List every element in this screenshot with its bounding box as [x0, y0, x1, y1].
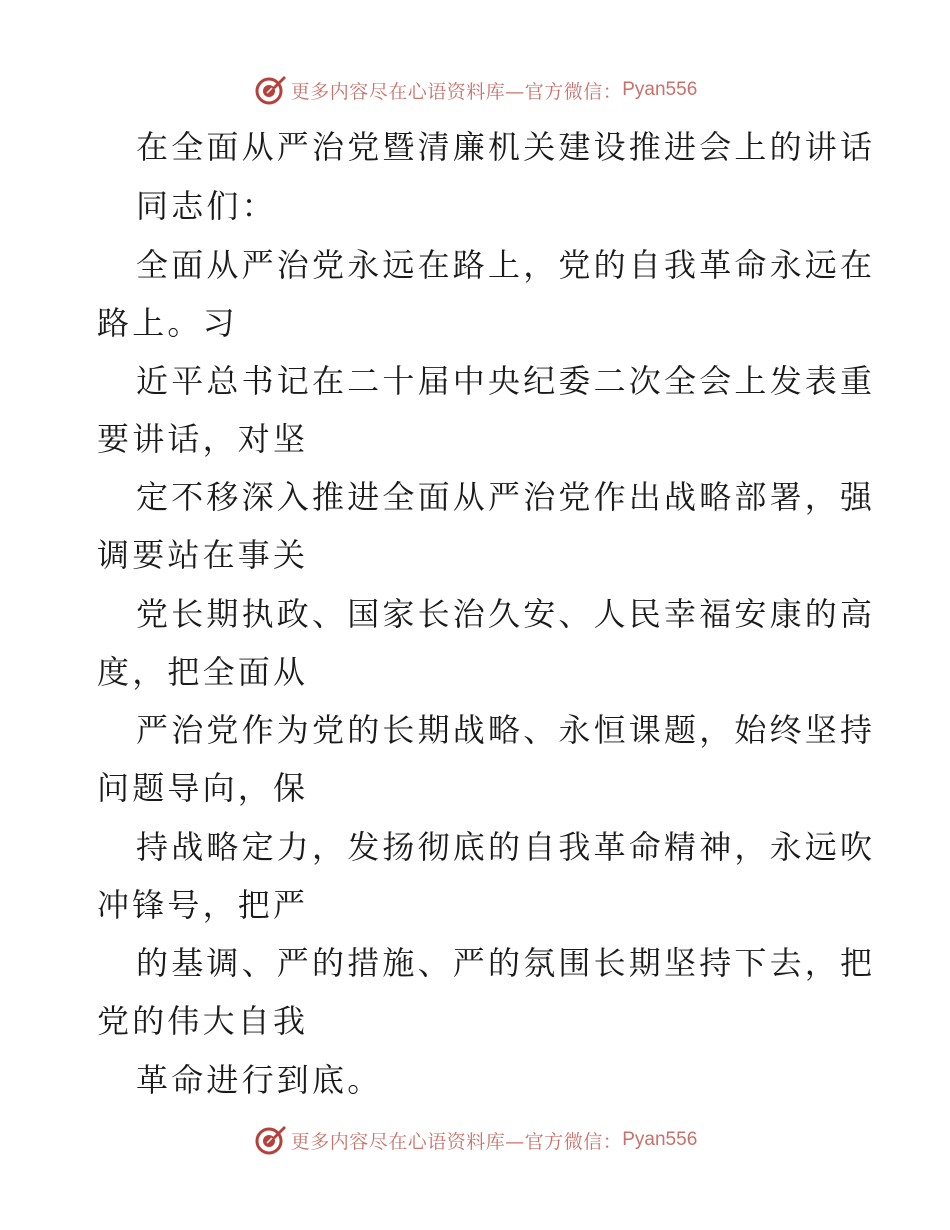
paragraph-line: 近平总书记在二十届中央纪委二次全会上发表重: [136, 362, 876, 400]
paragraph-line: 党长期执政、国家长治久安、人民幸福安康的高: [136, 595, 876, 633]
paragraph-line: 党的伟大自我: [97, 1002, 309, 1040]
watermark-account: Pyan556: [622, 1129, 698, 1150]
salutation: 同志们：: [136, 187, 277, 225]
pen-logo-icon: [253, 1123, 287, 1157]
paragraph-line: 革命进行到底。: [136, 1061, 383, 1099]
paragraph-line: 问题导向，保: [97, 769, 309, 807]
footer-watermark: [0, 1120, 950, 1160]
document-title: 在全面从严治党暨清廉机关建设推进会上的讲话: [136, 128, 876, 166]
paragraph-line: 定不移深入推进全面从严治党作出战略部署，强: [136, 478, 876, 516]
watermark-account: Pyan556: [622, 79, 698, 100]
paragraph-line: 严治党作为党的长期战略、永恒课题，始终坚持: [136, 711, 876, 749]
header-watermark: [0, 70, 950, 110]
paragraph-line: 全面从严治党永远在路上，党的自我革命永远在: [136, 246, 876, 284]
watermark-text: 更多内容尽在心语资料库—官方微信：: [290, 1130, 623, 1153]
paragraph-line: 的基调、严的措施、严的氛围长期坚持下去，把: [136, 944, 876, 982]
paragraph-line: 冲锋号，把严: [97, 886, 309, 924]
watermark-text: 更多内容尽在心语资料库—官方微信：: [290, 80, 623, 103]
paragraph-line: 要讲话，对坚: [97, 420, 309, 458]
paragraph-line: 持战略定力，发扬彻底的自我革命精神，永远吹: [136, 828, 876, 866]
paragraph-line: 调要站在事关: [97, 536, 309, 574]
paragraph-line: 路上。习: [97, 304, 238, 342]
paragraph-line: 度，把全面从: [97, 653, 309, 691]
pen-logo-icon: [253, 73, 287, 107]
